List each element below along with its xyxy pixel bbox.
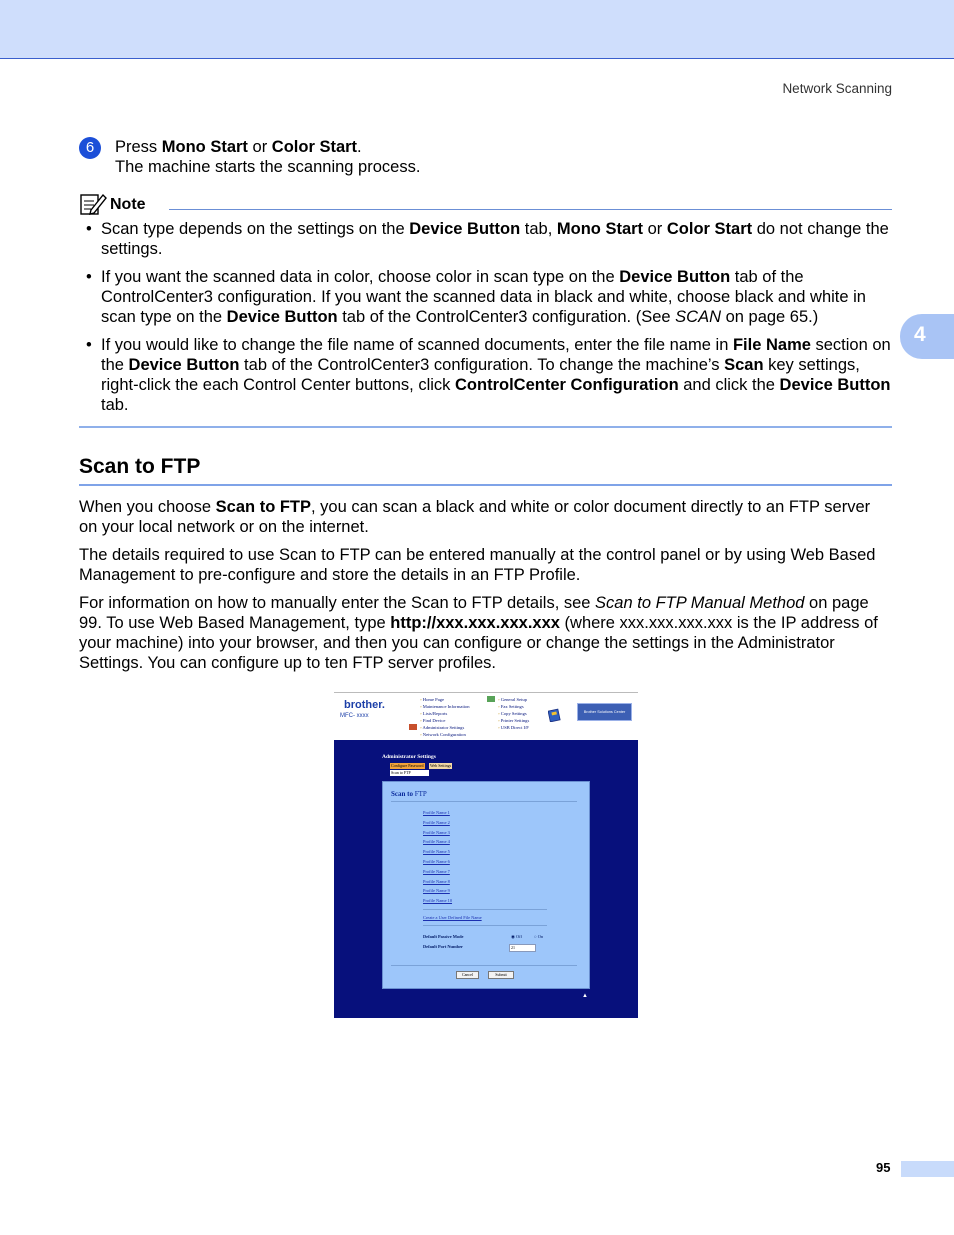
footer-divider [391,965,577,966]
menu-left [420,696,470,738]
note-pencil-icon [79,192,107,216]
screenshot-main [334,740,638,1018]
scan-to-ftp-nav[interactable]: Scan to FTP [390,770,429,776]
note-item-3: • If you would like to change the file name of scanned documents, enter the file name in File Name section on the Device Button tab of the ControlCenter3 configuration. To change the machine’s Scan key settings, right-click the each Control Center buttons, click ControlCenter Configuration and click the Device Button tab. [86,335,892,415]
menu-item-copy[interactable]: ▫ Copy Settings [498,710,529,717]
menu-item-find-device[interactable]: ▫ Find Device [420,717,470,724]
profile-link-5[interactable]: Profile Name 5 [423,849,450,855]
step-line-2: The machine starts the scanning process. [115,158,421,176]
menu-item-fax[interactable]: ▫ Fax Settings [498,703,529,710]
body-text [79,497,892,681]
page-number-bar [901,1161,954,1177]
menu-item-printer[interactable]: ▫ Printer Settings [498,717,529,724]
profile-link-9[interactable]: Profile Name 9 [423,888,450,894]
menu-item-usb[interactable]: ▫ USB Direct I/F [498,724,529,731]
passive-on-radio[interactable]: ○ On [534,934,544,939]
brother-logo: brother. [344,699,385,711]
scan-to-ftp-panel [382,781,590,989]
submit-button[interactable]: Submit [488,971,514,979]
admin-arrow-icon [409,724,417,730]
menu-item-general[interactable]: ▫ General Setup [498,696,529,703]
screenshot-header [334,692,638,741]
profile-link-7[interactable]: Profile Name 7 [423,868,450,874]
web-settings-tab[interactable]: Web Settings [430,763,452,768]
profile-link-3[interactable]: Profile Name 3 [423,829,450,835]
section-title: Scan to FTP [79,455,201,478]
note-label: Note [110,196,146,213]
book-icon [548,708,562,722]
paragraph-2: The details required to use Scan to FTP can be entered manually at the control panel or by using Web Based Management to pre-configure and store the details in an FTP Profile. [79,546,876,584]
chapter-tab [900,314,954,359]
page-number: 95 [876,1160,891,1175]
cancel-button[interactable]: Cancel [456,971,479,979]
step-text [115,137,895,177]
configure-password-tab[interactable]: Configure Password [391,763,424,768]
scroll-top-arrow-icon[interactable]: ▲ [582,993,588,999]
solutions-center-button[interactable]: Brother Solutions Center [577,703,632,721]
menu-item-admin[interactable]: ▫ Administrator Settings [420,724,470,731]
passive-off-radio[interactable]: ◉ Off [511,934,522,939]
menu-item-maintenance[interactable]: ▫ Maintenance Information [420,703,470,710]
profile-link-4[interactable]: Profile Name 4 [423,839,450,845]
note-header [79,192,892,214]
web-management-screenshot [334,692,638,1018]
profile-link-6[interactable]: Profile Name 6 [423,858,450,864]
port-number-input[interactable]: 21 [509,944,536,952]
custom-file-name-link[interactable]: Create a User Defined File Name [423,915,482,920]
model-label: MFC- xxxx [340,713,369,719]
custom-divider [423,925,547,926]
note-rule [169,209,892,210]
paragraph-3: For information on how to manually enter the Scan to FTP details, see Scan to FTP Manual Method on page 99. To use Web Based Management, type http://xxx.xxx.xxx.xxx (where xxx.xxx.xxx.xxx is the IP address of your machine) into your browser, and then you can configure or change the settings in the Administrator Settings. You can configure up to ten FTP server profiles. [79,594,878,672]
note-bottom-rule [79,426,892,428]
menu-item-lists[interactable]: ▫ Lists/Reports [420,710,470,717]
paragraph-1: When you choose Scan to FTP, you can scan a black and white or color document directly to an FTP server on your local network or on the internet. [79,498,871,536]
admin-settings-title: Administrator Settings [382,754,436,760]
chapter-number: 4 [914,323,926,346]
profile-link-10[interactable]: Profile Name 10 [423,898,453,904]
page-header-bar [0,0,954,59]
profile-list [423,808,452,906]
note-item-1: • Scan type depends on the settings on the Device Button tab, Mono Start or Color Start do not change the settings. [86,219,892,259]
panel-title: Scan to FTP [391,790,427,798]
port-number-label: Default Port Number [423,944,463,949]
passive-mode-label: Default Passive Mode [423,934,464,939]
menu-item-home[interactable]: ▫ Home Page [420,696,470,703]
profile-link-8[interactable]: Profile Name 8 [423,878,450,884]
note-item-2: • If you want the scanned data in color, choose color in scan type on the Device Button tab of the ControlCenter3 configuration. If you want the scanned data in black and white, choose black and white in scan type on the Device Button tab of the ControlCenter3 configuration. (See SCAN on page 65.) [86,267,892,327]
setup-arrow-icon [487,696,495,702]
panel-title-rule [391,801,577,802]
section-rule [79,484,892,486]
step-number-badge: 6 [79,137,101,159]
profile-link-1[interactable]: Profile Name 1 [423,810,450,815]
menu-right [498,696,529,731]
profile-divider [423,909,547,910]
running-head: Network Scanning [782,81,892,96]
step-line-1: Press Mono Start or Color Start. [115,138,362,156]
menu-item-network[interactable]: ▫ Network Configuration [420,731,470,738]
note-list [86,219,892,423]
profile-link-2[interactable]: Profile Name 2 [423,819,450,825]
